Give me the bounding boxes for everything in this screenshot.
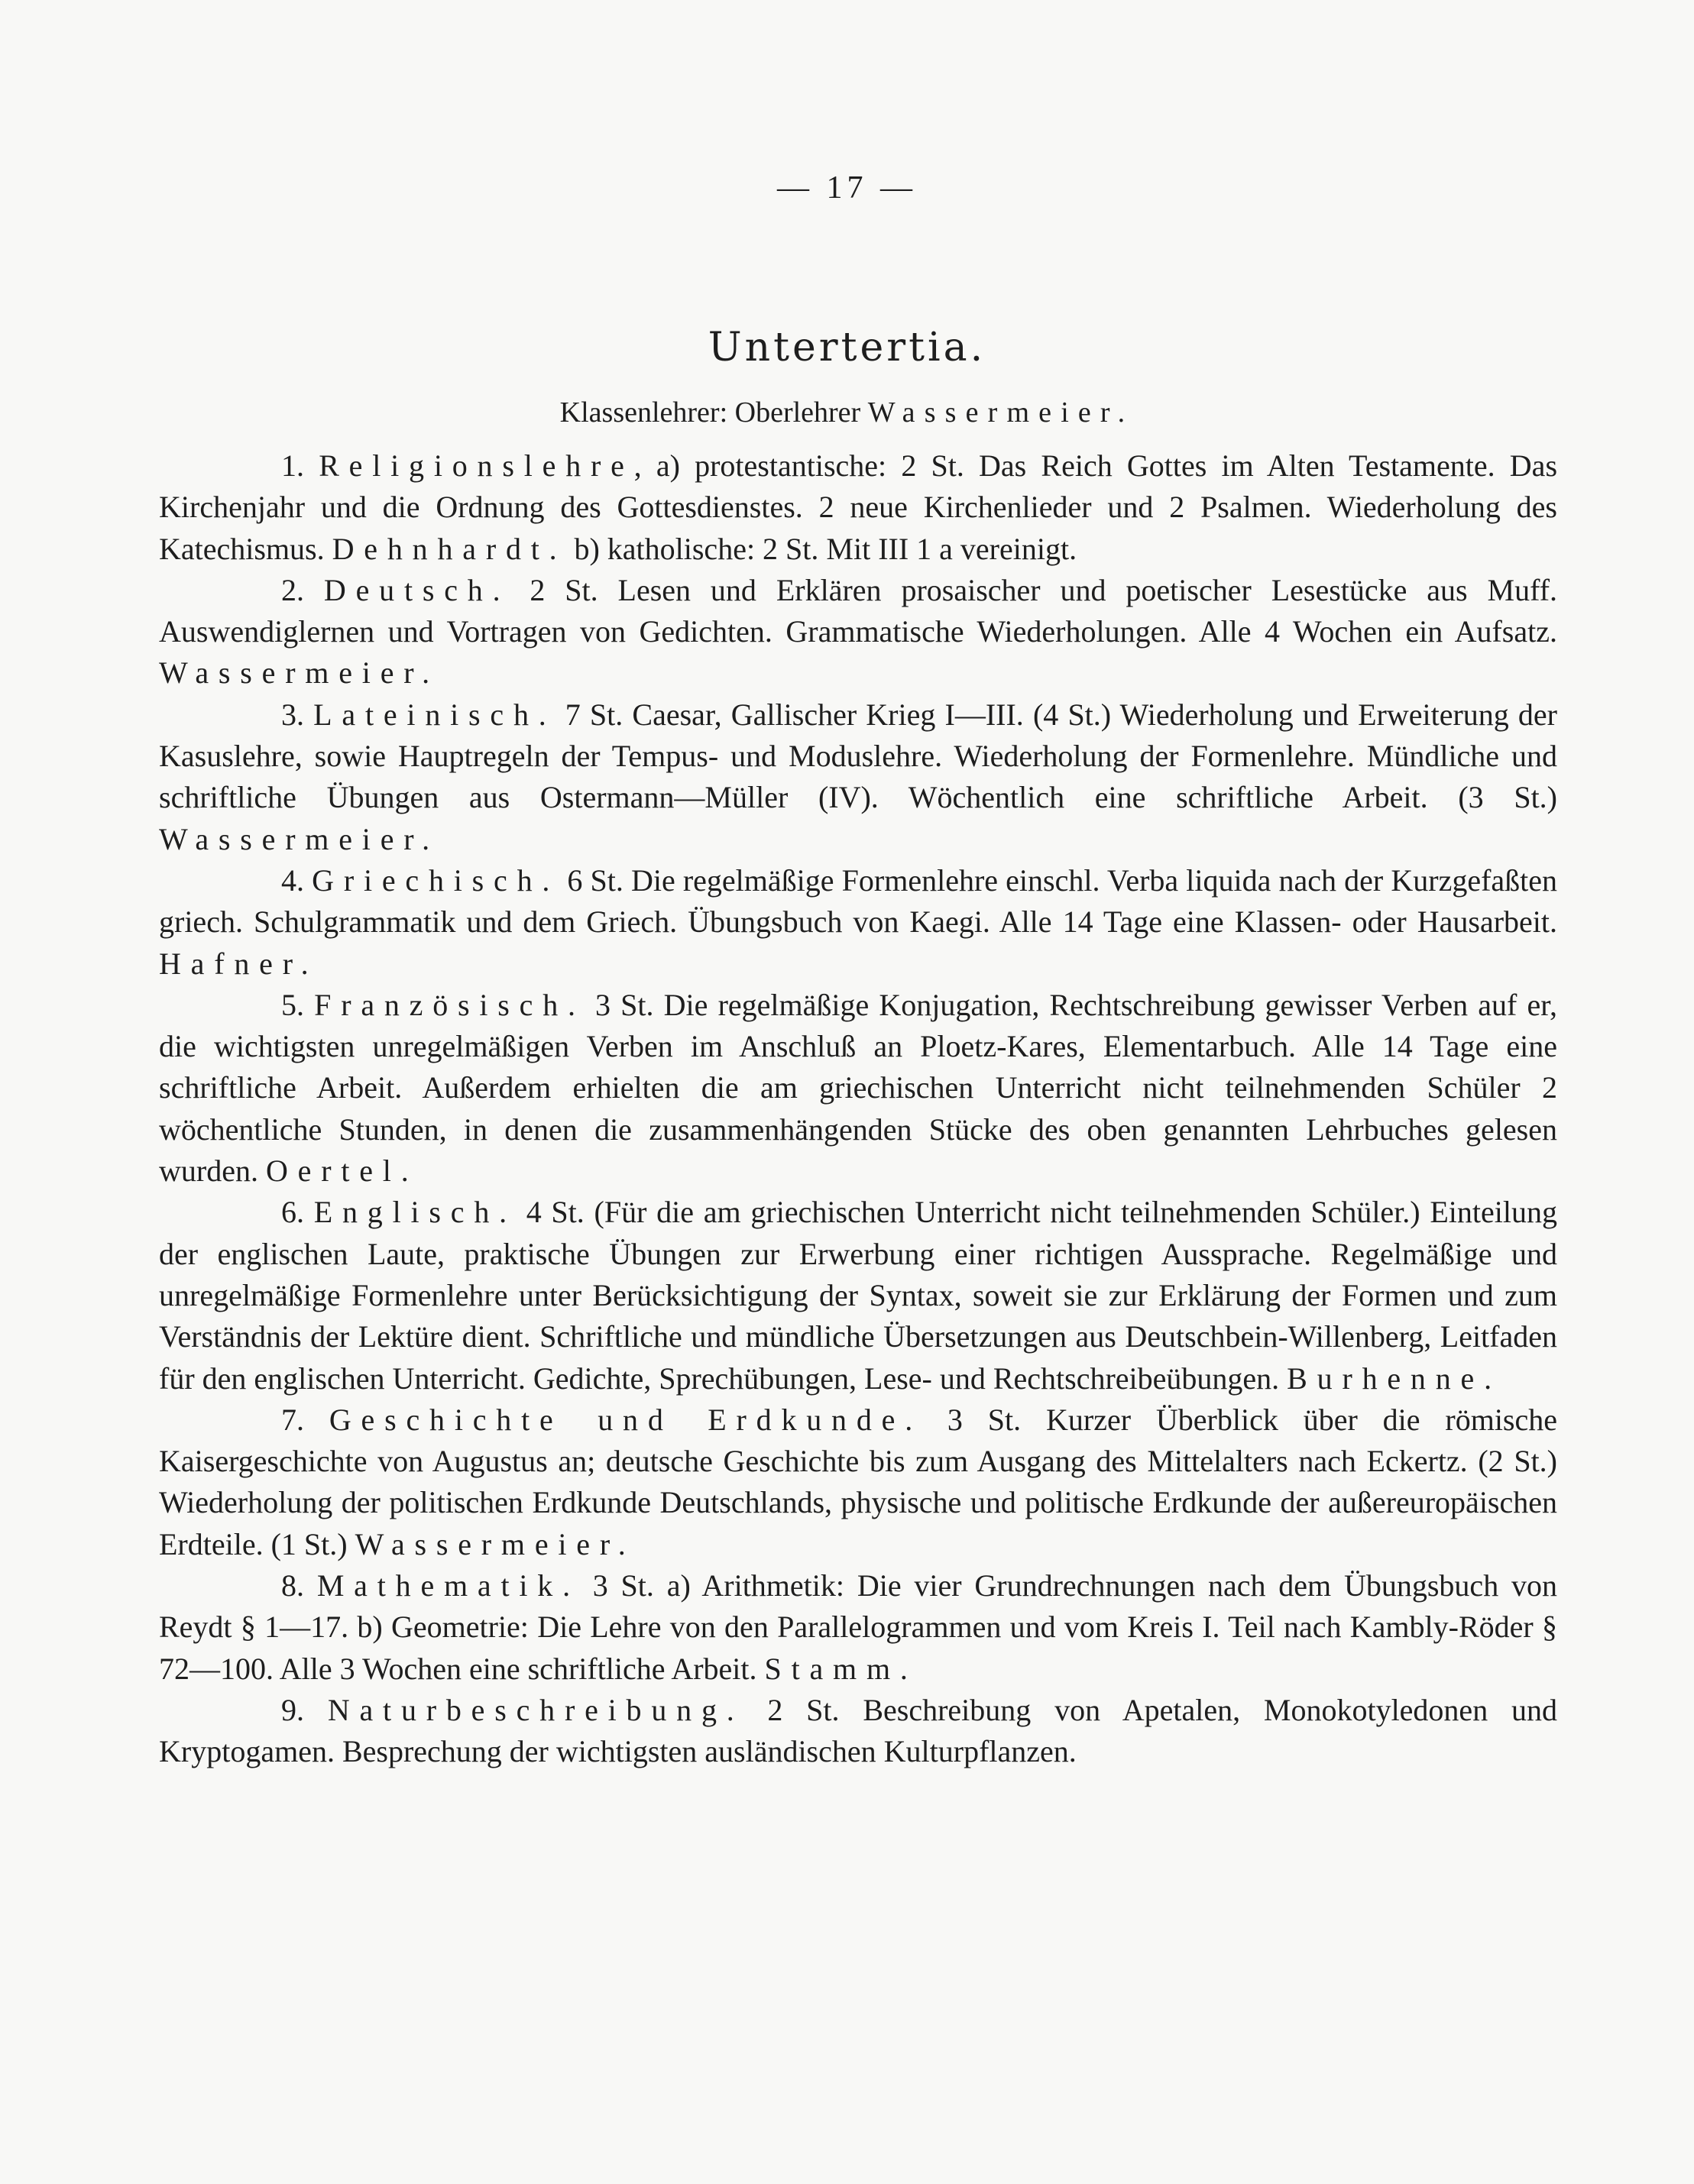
section-mathematik (159, 1565, 1557, 1690)
section-text: 2 St. Lesen und Erklären prosaischer und poetischer Lesestücke aus Muff. Auswendiglernen und Vortragen von Gedichten. Grammatische Wiederholungen. Alle 4 Wochen ein Aufsatz. (159, 572, 1558, 649)
section-deutsch (159, 570, 1557, 694)
subject-name: Lateinisch. (313, 697, 556, 732)
section-lateinisch (159, 694, 1557, 860)
subject-name: Deutsch. (323, 572, 510, 607)
teacher-name: Burhenne. (1287, 1361, 1501, 1396)
section-text: 4 St. (Für die am griechischen Unterricht nicht teilnehmenden Schüler.) Einteilung der englischen Laute, praktische Übungen zur Erwerbung einer richtigen Aussprache. Regelmäßige und unregelmäßige Formenlehre unter Berücksichtigung der Syntax, soweit sie zur Erklärung der Formen und zum Verständnis der Lektüre dient. Schriftliche und mündliche Übersetzungen aus Deutschbein-Willenberg, Leitfaden für den englischen Unterricht. Gedichte, Sprechübungen, Lese- und Rechtschreibeübungen. (159, 1195, 1558, 1396)
section-text: 6 St. Die regelmäßige Formenlehre einschl. Verba liquida nach der Kurzgefaßten griech. Schulgrammatik und dem Griech. Übungsbuch von Kaegi. Alle 14 Tage eine Klassen- oder Hausarbeit. (159, 862, 1558, 940)
teacher-name: Hafner. (159, 946, 319, 981)
teacher-name: Wassermeier. (355, 1526, 636, 1561)
section-number: 9. (281, 1692, 304, 1727)
section-number: 8. (281, 1568, 304, 1603)
section-text: 3 St. a) Arithmetik: Die vier Grundrechnungen nach dem Übungsbuch von Reydt § 1—17. b) Geometrie: Die Lehre von den Parallelogrammen und vom Kreis I. Teil nach Kambly-Röder § 72—100. Alle 3 Wochen eine schriftliche Arbeit. (159, 1568, 1557, 1686)
section-geschichte-erdkunde (159, 1399, 1557, 1565)
section-text: 7 St. Caesar, Gallischer Krieg I—III. (4 St.) Wiederholung und Erweiterung der Kasuslehre, sowie Hauptregeln der Tempus- und Moduslehre. Wiederholung der Formenlehre. Mündliche und schriftliche Übungen aus Ostermann—Müller (IV). Wöchentlich eine schriftliche Arbeit. (3 St.) (159, 697, 1557, 815)
subject-name: Englisch. (313, 1195, 517, 1230)
section-number: 3. (281, 697, 304, 732)
section-religion (159, 445, 1557, 570)
teacher-name: Dehnhardt. (332, 531, 567, 566)
section-number: 1. (281, 448, 304, 483)
section-text: 3 St. Die regelmäßige Konjugation, Rechtschreibung gewisser Verben auf er, die wichtigsten unregelmäßigen Verben im Anschluß an Ploetz-Kares, Elementarbuch. Alle 14 Tage eine schriftliche Arbeit. Außerdem erhielten die am griechischen Unterricht nicht teilnehmenden Schüler 2 wöchentliche Stunden, in denen die zusammenhängenden Stücke des oben genannten Lehrbuches gelesen wurden. (159, 987, 1557, 1189)
teacher-name: Stamm. (764, 1651, 918, 1686)
section-englisch (159, 1192, 1557, 1399)
section-text: 3 St. Kurzer Überblick über die römische Kaisergeschichte von Augustus an; deutsche Geschichte bis zum Ausgang des Mittelalters nach Eckertz. (2 St.) Wiederholung der politischen Erdkunde Deutschlands, physische und politische Erdkunde der außereuropäischen Erdteile. (1 St.) (159, 1402, 1558, 1561)
teacher-name: Wassermeier. (159, 655, 439, 691)
page-title: Untertertia. (708, 325, 986, 370)
curriculum-text (159, 445, 1557, 1773)
class-teacher-label: Klassenlehrer: Oberlehrer (559, 396, 861, 429)
subject-name: Französisch. (314, 987, 585, 1022)
section-number: 7. (281, 1402, 304, 1437)
page-number: — 17 — (777, 170, 917, 205)
subject-name: Griechisch. (312, 862, 560, 898)
section-number: 2. (281, 572, 304, 607)
section-number: 5. (281, 987, 304, 1022)
section-number: 6. (281, 1195, 304, 1230)
subject-name: Naturbeschreibung. (327, 1692, 744, 1727)
teacher-name: Wassermeier. (159, 821, 439, 856)
class-teacher-line (0, 396, 1694, 429)
section-griechisch (159, 860, 1557, 985)
class-teacher-name: Wassermeier. (867, 396, 1135, 429)
section-tail: b) katholische: 2 St. Mit III 1 a vereinigt. (574, 531, 1077, 566)
subject-name: Geschichte und Erdkunde. (329, 1402, 923, 1437)
section-text: , a) protestantische: 2 St. Das Reich Gottes im Alten Testamente. Das Kirchenjahr und die Ordnung des Gottesdienstes. 2 neue Kirchenlieder und 2 Psalmen. Wiederholung des Katechismus. (159, 448, 1558, 566)
subject-name: Religionslehre (319, 448, 634, 483)
subject-name: Mathematik. (316, 1568, 580, 1603)
section-naturbeschreibung (159, 1690, 1557, 1773)
teacher-name: Oertel. (265, 1153, 419, 1189)
section-franzoesisch (159, 985, 1557, 1192)
section-number: 4. (281, 862, 304, 898)
section-text: 2 St. Beschreibung von Apetalen, Monokotyledonen und Kryptogamen. Besprechung der wichtigsten ausländischen Kulturpflanzen. (159, 1692, 1557, 1769)
